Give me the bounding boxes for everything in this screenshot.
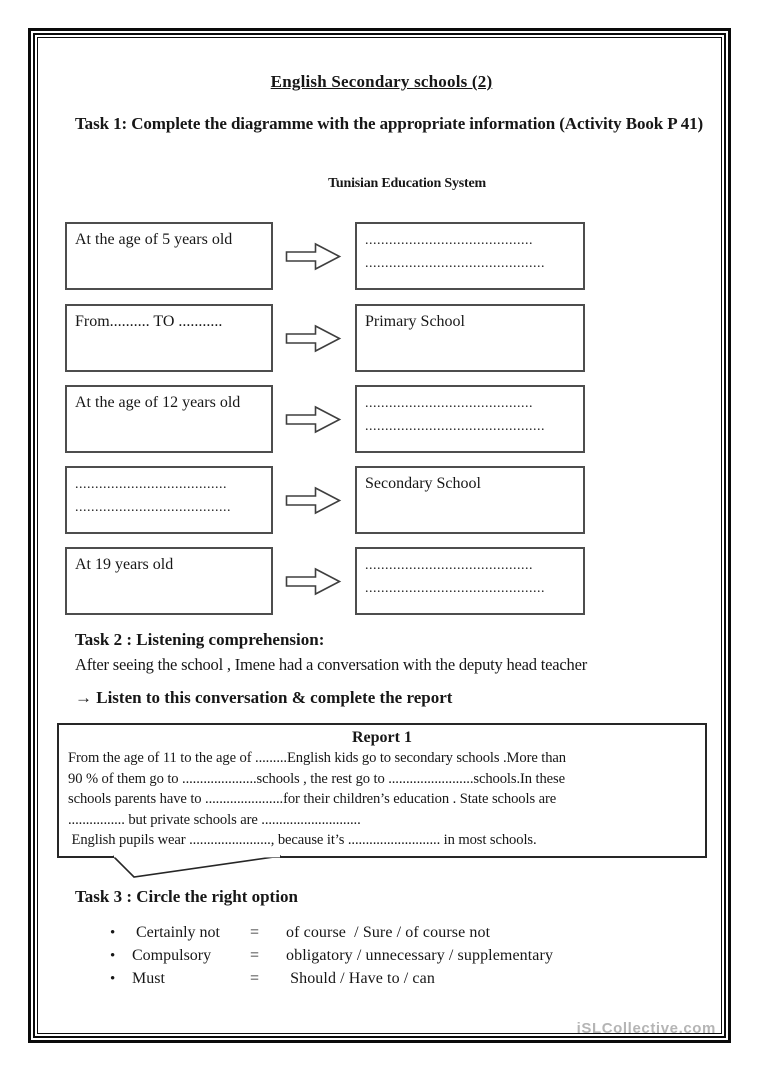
task2-intro-text: After seeing the school , Imene had a conversation with the deputy head teacher [75,655,587,674]
diagram-row1-left-text: At the age of 5 years old [75,231,233,248]
option-choices: obligatory / unnecessary / supplementary [286,947,554,964]
diagram-row5-left-text: At 19 years old [75,556,174,573]
report-title: Report 1 [352,729,412,746]
diagram-row3-left-text: At the age of 12 years old [75,394,241,411]
task3-heading: Task 3 : Circle the right option [75,887,298,906]
right-arrow-icon [285,323,342,354]
dotted-blank-line: ...................................... [75,477,227,492]
option-term: Must [132,970,165,987]
diagram-row2-right-box [355,304,585,372]
diagram-row1-right-box [355,222,585,290]
task3-options-list [110,924,670,993]
islcollective-watermark: iSLCollective.com [576,1020,716,1037]
diagram-row4-right-text: Secondary School [365,475,481,492]
equals-sign: = [250,947,260,964]
report-box [57,723,707,858]
diagram-row4-right-box [355,466,585,534]
speech-bubble-tail [100,855,300,883]
option-row [110,924,670,947]
task2-heading: Task 2 : Listening comprehension: [75,630,325,649]
bullet-icon: • [110,925,116,941]
task1-heading: Task 1: Complete the diagramme with the appropriate information (Activity Book P 41) [75,114,704,133]
dotted-blank-line: .......................................... [365,558,533,573]
diagram-row2-right-text: Primary School [365,313,465,330]
task2-instruction: → Listen to this conversation & complete the report [75,688,453,707]
diagram-row5-left-box [65,547,273,615]
report-line: ................ but private schools are ............................ [68,811,361,828]
dotted-blank-line: ............................................. [365,581,545,596]
dotted-blank-line: .......................................... [365,396,533,411]
bullet-icon: • [110,948,116,964]
diagram-row4-left-box [65,466,273,534]
right-arrow-icon [285,241,342,272]
option-row [110,947,670,970]
dotted-blank-line: .......................................... [365,233,533,248]
diagram-title: Tunisian Education System [328,176,486,191]
option-row [110,970,670,993]
right-arrow-icon [285,566,342,597]
diagram-row2-left-box [65,304,273,372]
equals-sign: = [250,970,260,987]
diagram-row5-right-box [355,547,585,615]
worksheet-title: English Secondary schools (2) [270,72,493,91]
diagram-row3-right-box [355,385,585,453]
report-line: English pupils wear ......................., because it’s .......................... in most schools. [68,832,537,848]
option-term: Compulsory [132,947,212,964]
option-term: Certainly not [132,924,220,941]
equals-sign: = [250,924,260,941]
report-line: 90 % of them go to .....................schools , the rest go to ........................schools.In these [68,770,565,787]
right-arrow-icon [285,404,342,435]
bullet-icon: • [110,971,116,987]
dotted-blank-line: ............................................. [365,256,545,271]
dotted-blank-line: ....................................... [75,500,231,515]
option-choices: Should / Have to / can [286,970,435,987]
report-line: From the age of 11 to the age of .........English kids go to secondary schools .More than [68,750,567,766]
diagram-row3-left-box [65,385,273,453]
diagram-row1-left-box [65,222,273,290]
report-line: schools parents have to ......................for their children’s education . State schools are [68,791,557,807]
dotted-blank-line: ............................................. [365,419,545,434]
option-choices: of course / Sure / of course not [286,924,491,941]
diagram-row2-left-text: From.......... TO ........... [75,313,223,330]
right-arrow-icon [285,485,342,516]
